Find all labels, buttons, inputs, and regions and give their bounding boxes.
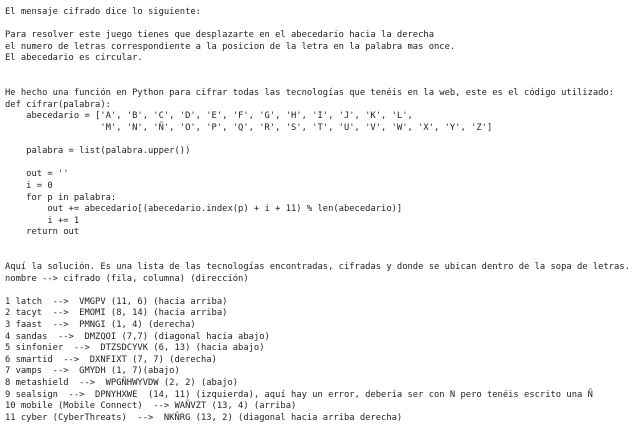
text-line: 1 latch --> VMGPV (11, 6) (hacia arriba) [5,296,228,307]
text-line: 'M', 'N', 'Ñ', 'O', 'P', 'Q', 'R', 'S', 'T', 'U', 'V', 'W', 'X', 'Y', 'Z'] [5,122,493,133]
text-line: out += abecedario[(abecedario.index(p) + i + 11) % len(abecedario)] [5,204,403,215]
text-line: 5 sinfonier --> DTZSDCYVK (6, 13) (hacia abajo) [5,343,265,354]
text-line: return out [5,227,80,238]
text-line: El abecedario es circular. [5,53,143,64]
text-line: nombre --> cifrado (fila, columna) (dirección) [5,273,249,284]
text-line: 10 mobile (Mobile Connect) --> WAÑVZT (13, 4) (arriba) [5,401,297,412]
text-line [5,158,630,170]
text-line: 7 vamps --> GMYDH (1, 7)(abajo) [5,366,180,377]
text-line: El mensaje cifrado dice lo siguiente: [5,7,201,17]
text-line [5,77,630,89]
text-line: 9 sealsign --> DPNYHXWE (14, 11) (izquierda), aquí hay un error, debería ser con N pero tenéis escrito una Ñ [5,389,593,400]
text-line [5,135,630,147]
text-line: i = 0 [5,180,53,191]
text-line: out = '' [5,169,69,180]
text-line: i += 1 [5,215,80,226]
text-line: He hecho una función en Python para cifrar todas las tecnologías que tenéis en la web, este es el código utilizado: [5,88,615,99]
text-line: el numero de letras correspondiente a la posicion de la letra en la palabra mas once. [5,41,456,52]
text-line [5,285,630,297]
text-line: 11 cyber (CyberThreats) --> NKÑRG (13, 2) (diagonal hacia arriba derecha) [5,412,403,423]
text-line: 6 smartid --> DXNFIXT (7, 7) (derecha) [5,354,217,365]
text-line: Aquí la solución. Es una lista de las tecnologías encontradas, cifradas y donde se ubican dentro de la sopa de letras. [5,262,630,273]
text-line: Para resolver este juego tienes que desplazarte en el abecedario hacia la derecha [5,30,434,41]
text-line [5,65,630,77]
text-line [5,19,630,31]
text-line: def cifrar(palabra): [5,99,111,110]
text-line: 8 metashield --> WPGÑHWYVDW (2, 2) (abajo) [5,378,239,388]
text-line: for p in palabra: [5,192,117,203]
text-line: abecedario = ['A', 'B', 'C', 'D', 'E', 'F', 'G', 'H', 'I', 'J', 'K', 'L', [5,111,413,122]
text-line [5,239,630,251]
text-line: palabra = list(palabra.upper()) [5,146,191,157]
text-line: 4 sandas --> DMZQOI (7,7) (diagonal hacia abajo) [5,331,270,342]
text-line: 3 faast --> PMNGI (1, 4) (derecha) [5,320,196,331]
text-line: 2 tacyt --> EMOMI (8, 14) (hacia arriba) [5,308,228,319]
text-line [5,250,630,262]
document-text [5,7,630,424]
